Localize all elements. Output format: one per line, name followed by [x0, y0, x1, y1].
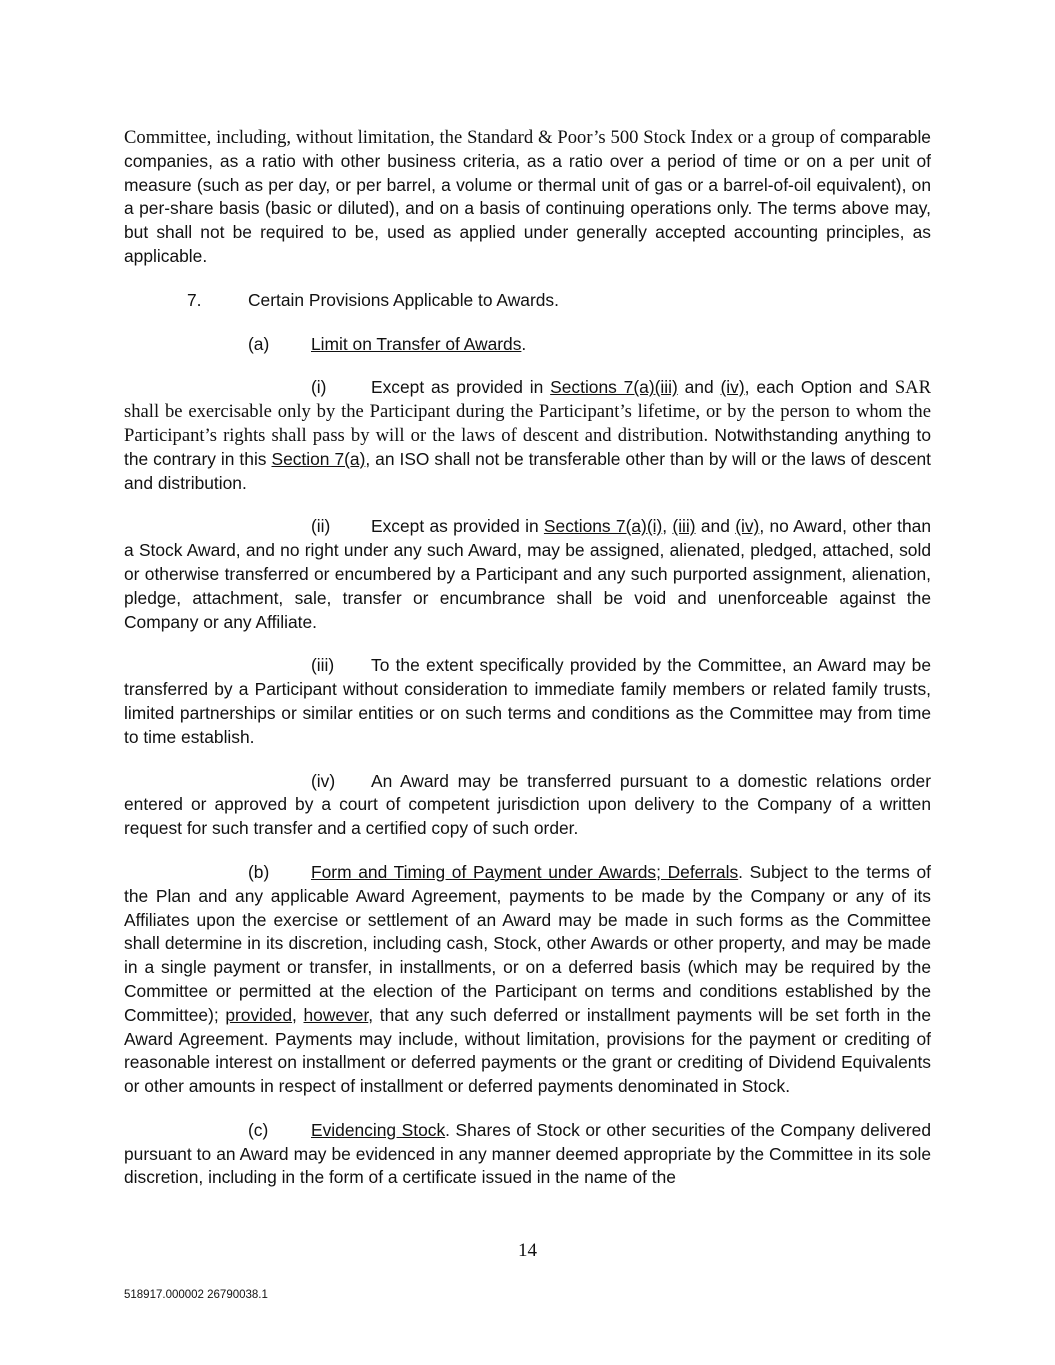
subsection-c [124, 1119, 931, 1190]
clause-ii-text-2: , [662, 516, 673, 537]
clause-iv-text: An Award may be transferred pursuant to a domestic relations order entered or approved by a court of competent jurisdiction upon delivery to the Company of a written request for such transfer and a certified copy of such order. [124, 770, 931, 839]
page-number: 14 [518, 1240, 537, 1261]
section-7-number: 7. [187, 289, 202, 310]
clause-i-ref-iv: (iv) [720, 377, 745, 398]
clause-i-serif-text: SAR shall be exercisable only by the Participant during the Participant’s lifetime, or by the person to whom the Participant’s rights shall pass by will or the laws of descent and distribution. [124, 377, 931, 446]
clause-ii-label: (ii) [311, 516, 331, 537]
subsection-b-text-3: , that any such deferred or installment payments will be set forth in the Award Agreement. Payments may include, without limitation, provisions for the payment or crediting of reasonable interest on installment or deferred payments or the grant or crediting of Dividend Equivalents or other amounts in respect of installment or deferred payments denominated in Stock. [124, 1004, 931, 1097]
clause-i-ref-section-7a: Section 7(a) [271, 448, 366, 469]
clause-ii-text-3: and [695, 516, 736, 537]
clause-ii-ref-iv: (iv) [735, 516, 760, 537]
clause-i [124, 376, 931, 495]
section-7-heading [124, 289, 931, 313]
clause-i-text-4: Notwithstanding anything to the contrary in this [124, 424, 931, 469]
clause-i-text-5: , an ISO shall not be transferable other than by will or the laws of descent and distribution. [124, 448, 931, 493]
clause-ii [124, 515, 931, 634]
subsection-b-however: however [303, 1004, 369, 1025]
clause-iv-label: (iv) [311, 770, 336, 791]
clause-i-text-3: , each Option and [744, 377, 888, 398]
clause-i-label: (i) [311, 377, 327, 398]
subsection-a-heading [124, 333, 931, 357]
clause-iii-text: To the extent specifically provided by the Committee, an Award may be transferred by a Participant without consideration to immediate family members or related family trusts, limited partnerships or similar entities or on such terms and conditions as the Committee may from time to time establish. [124, 655, 931, 747]
subsection-b [124, 861, 931, 1099]
subsection-b-text-1: . Subject to the terms of the Plan and any applicable Award Agreement, payments to be made by the Company or any of its Affiliates upon the exercise or settlement of an Award may be made in such forms as the Committee shall determine in its discretion, including cash, Stock, other Awards or other property, and may be made in a single payment or transfer, in installments, or on a deferred basis (which may be required by the Committee or permitted at the election of the Participant on terms and conditions established by the Committee); [124, 861, 931, 1025]
intro-rest: comparable companies, as a ratio with other business criteria, as a ratio over a period of time or on a per unit of measure (such as per day, or per barrel, a volume or thermal unit of gas or a barrel-of-oil equivalent), on a per-share basis (basic or diluted), and on a basis of continuing operations only. The terms above may, but shall not be required to be, used as applied under generally accepted accounting principles, as applicable. [124, 127, 931, 266]
subsection-a-label: (a) [248, 333, 270, 354]
subsection-b-provided: provided [225, 1004, 293, 1025]
subsection-c-title: Evidencing Stock [311, 1119, 446, 1140]
subsection-b-text-2: , [292, 1004, 304, 1025]
section-7-title: Certain Provisions Applicable to Awards. [248, 289, 559, 310]
subsection-b-title: Form and Timing of Payment under Awards; Deferrals [311, 861, 739, 882]
subsection-a-period: . [521, 333, 527, 354]
clause-i-text-1: Except as provided in [371, 377, 551, 398]
subsection-c-text: . Shares of Stock or other securities of the Company delivered pursuant to an Award may be evidenced in any manner deemed appropriate by the Committee in its sole discretion, including in the form of a certificate issued in the name of the [124, 1119, 931, 1188]
clause-ii-text-1: Except as provided in [371, 516, 544, 537]
clause-iii-label: (iii) [311, 655, 335, 676]
document-footer-id: 518917.000002 26790038.1 [124, 1289, 268, 1301]
clause-ii-ref-iii: (iii) [672, 516, 696, 537]
clause-iv [124, 770, 931, 841]
document-body [124, 126, 931, 1190]
clause-iii [124, 654, 931, 749]
subsection-a-title: Limit on Transfer of Awards [311, 333, 522, 354]
subsection-b-label: (b) [248, 861, 270, 882]
intro-line1: Committee, including, without limitation, the Standard & Poor’s 500 Stock Index or a group of [124, 127, 836, 148]
clause-ii-text-4: , no Award, other than a Stock Award, and no right under any such Award, may be assigned, alienated, pledged, attached, sold or otherwise transferred or encumbered by a Participant and any such purported assignment, alienation, pledge, attachment, sale, transfer or encumbrance shall be void and unenforceable against the Company or any Affiliate. [124, 516, 931, 632]
subsection-c-label: (c) [248, 1119, 269, 1140]
intro-paragraph [124, 126, 931, 269]
clause-i-text-2: and [677, 377, 721, 398]
clause-i-ref-sections: Sections 7(a)(iii) [550, 377, 678, 398]
clause-ii-ref-sections: Sections 7(a)(i) [543, 516, 663, 537]
